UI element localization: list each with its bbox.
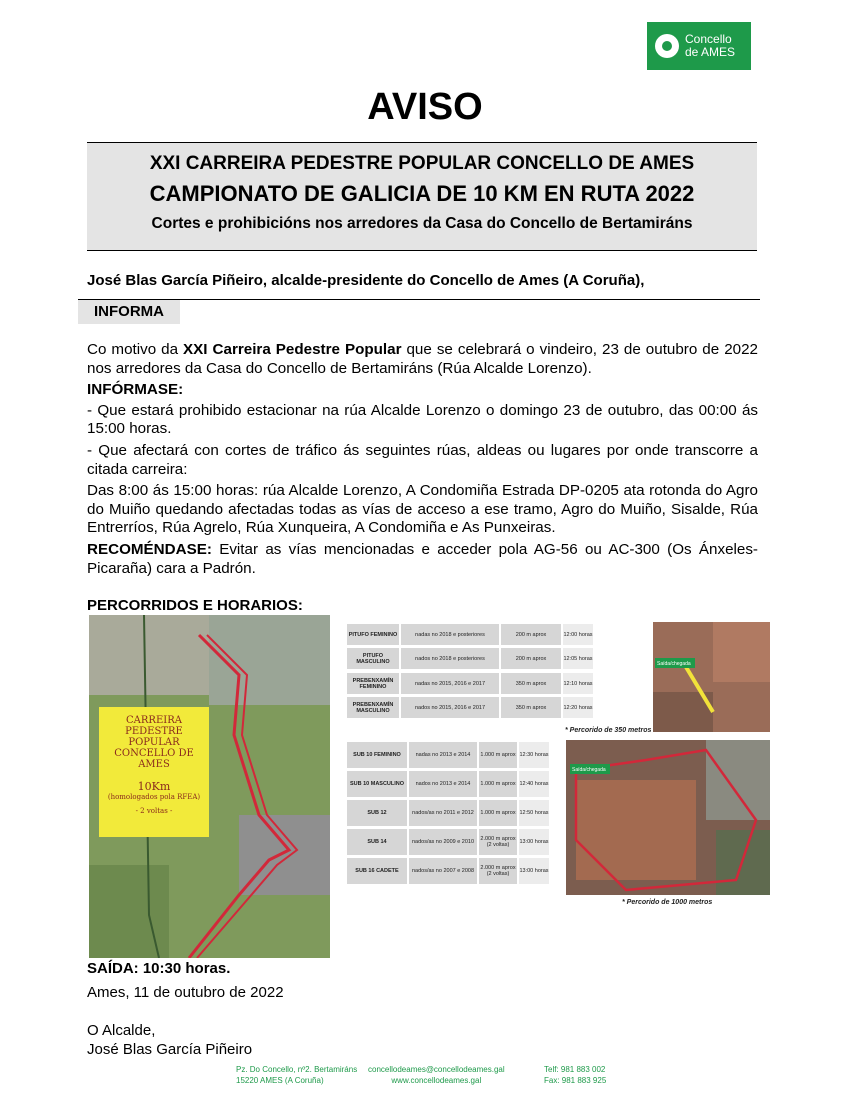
- time-cell: 13:00 horas: [519, 829, 549, 855]
- signature-title: O Alcalde,: [87, 1022, 156, 1039]
- distance-cell: 2.000 m aprox (2 voltas): [479, 829, 517, 855]
- poster-distance: 10Km: [137, 780, 171, 793]
- distance-cell: 2.000 m aprox (2 voltas): [479, 858, 517, 884]
- poster-line1: CARREIRA: [126, 715, 182, 726]
- poster-line2: PEDESTRE: [125, 726, 183, 737]
- table-row: [347, 858, 561, 884]
- page-title: AVISO: [367, 86, 483, 128]
- poster-homologation: (homologados pola RFEA): [107, 793, 201, 801]
- paragraph-parking: - Que estará prohibido estacionar na rúa Alcalde Lorenzo o domingo 23 de outubro, das 00:00 ás 15:00 horas.: [87, 401, 758, 438]
- banner-line2: CAMPIONATO DE GALICIA DE 10 KM EN RUTA 2022: [149, 181, 695, 206]
- table-row: [347, 624, 647, 645]
- concello-logo: [647, 22, 751, 70]
- intro-text-end: que se celebrará o vindeiro, 23 de outubro de 2022 nos arredores da Casa do Concello de Bertamiráns (Rúa Alcalde Lorenzo).: [87, 341, 758, 377]
- routes-heading: PERCORRIDOS E HORARIOS:: [87, 597, 303, 614]
- paragraph-cuts: - Que afectará con cortes de tráfico ás seguintes rúas, aldeas ou lugares por onde transcorre a citada carreira:: [87, 441, 758, 478]
- schedule-table-short: [347, 624, 647, 721]
- table-row: [347, 673, 647, 694]
- table-row: [347, 829, 561, 855]
- distance-cell: 1.000 m aprox: [479, 742, 517, 768]
- footer-address: [236, 1064, 357, 1086]
- birth-year-cell: nados no 2013 e 2014: [409, 771, 477, 797]
- footer-address-line1: Pz. Do Concello, nº2. Bertamiráns: [236, 1065, 358, 1074]
- table-row: [347, 742, 561, 768]
- poster-line3: POPULAR: [128, 737, 180, 748]
- recommendation-text: Evitar as vías mencionadas e acceder pola AG-56 ou AC-300 (Os Ánxeles-Picaraña) cara a Padrón.: [87, 540, 758, 577]
- paragraph-streets: Das 8:00 ás 15:00 horas: rúa Alcalde Lorenzo, A Condomiña Estrada DP-0205 ata rotonda do Agro do Muiño quedando afectadas todas as vías de acceso a ese tramo, Agro do Muiño, Sisalde, Rúa Entrerríos, Rúa Agrelo, Rúa Xunqueira, A Condomiña e As Punxeiras.: [87, 482, 758, 537]
- event-name: XXI Carreira Pedestre Popular: [183, 341, 402, 358]
- category-cell: SUB 10 FEMININO: [347, 742, 407, 768]
- race-poster: [99, 707, 209, 837]
- distance-cell: 1.000 m aprox: [479, 771, 517, 797]
- start-time: SAÍDA: 10:30 horas.: [87, 960, 231, 977]
- birth-year-cell: nados/as no 2011 e 2012: [409, 800, 477, 826]
- mayor-statement: José Blas García Piñeiro, alcalde-presidente do Concello de Ames (A Coruña),: [87, 272, 645, 289]
- table-row: [347, 697, 647, 718]
- footer-address-line2: 15220 AMES (A Coruña): [236, 1076, 324, 1085]
- photo1-svg: [653, 622, 770, 732]
- poster-line4: CONCELLO DE AMES: [114, 748, 194, 770]
- informase-label: INFÓRMASE:: [87, 381, 184, 399]
- poster-title: [99, 715, 209, 770]
- category-cell: PREBENXAMÍN FEMININO: [347, 673, 399, 694]
- recomendase-label: RECOMÉNDASE:: [87, 540, 212, 558]
- footer-email: concellodeames@concellodeames.gal: [368, 1065, 505, 1074]
- birth-year-cell: nados no 2018 e posteriores: [401, 648, 499, 669]
- birth-year-cell: nadas no 2013 e 2014: [409, 742, 477, 768]
- banner-line3: Cortes e prohibicións nos arredores da Casa do Concello de Bertamiráns: [151, 215, 693, 232]
- time-cell: 12:40 horas: [519, 771, 549, 797]
- divider: [180, 299, 760, 300]
- category-cell: SUB 14: [347, 829, 407, 855]
- distance-cell: 1.000 m aprox: [479, 800, 517, 826]
- table-row: [347, 648, 647, 669]
- footer-tel: Telf: 981 883 002: [544, 1065, 606, 1074]
- distance-cell: 350 m aprox: [501, 697, 561, 718]
- category-cell: SUB 16 CADETE: [347, 858, 407, 884]
- aerial-photo-350m: [653, 622, 770, 732]
- birth-year-cell: nadas no 2015, 2016 e 2017: [401, 673, 499, 694]
- logo-text: [685, 33, 735, 59]
- footer-web: www.concellodeames.gal: [391, 1076, 482, 1085]
- time-cell: 13:00 horas: [519, 858, 549, 884]
- distance-cell: 350 m aprox: [501, 673, 561, 694]
- birth-year-cell: nados no 2015, 2016 e 2017: [401, 697, 499, 718]
- caption-350m: * Percorido de 350 metros: [565, 727, 652, 734]
- signature-name: José Blas García Piñeiro: [87, 1041, 253, 1058]
- date-line: Ames, 11 de outubro de 2022: [87, 984, 284, 1001]
- category-cell: PITUFO FEMININO: [347, 624, 399, 645]
- time-cell: 12:30 horas: [519, 742, 549, 768]
- photo-label: Saída/chegada: [572, 767, 606, 773]
- category-cell: SUB 12: [347, 800, 407, 826]
- birth-year-cell: nados/as no 2007 e 2008: [409, 858, 477, 884]
- logo-line2: de AMES: [685, 45, 736, 59]
- paragraph-intro: [87, 341, 758, 378]
- route-map-image: [89, 615, 330, 958]
- intro-text: Co motivo da: [87, 341, 184, 358]
- event-banner: [87, 142, 757, 251]
- category-cell: PREBENXAMÍN MASCULINO: [347, 697, 399, 718]
- photo-label: Saída/chegada: [657, 661, 691, 667]
- poster-laps: - 2 voltas -: [135, 807, 173, 815]
- concello-logo-icon: [655, 34, 679, 58]
- birth-year-cell: nados/as no 2009 e 2010: [409, 829, 477, 855]
- banner-line1: XXI CARREIRA PEDESTRE POPULAR CONCELLO DE AMES: [149, 153, 695, 174]
- distance-cell: 200 m aprox: [501, 648, 561, 669]
- category-cell: SUB 10 MASCULINO: [347, 771, 407, 797]
- birth-year-cell: nadas no 2018 e posteriores: [401, 624, 499, 645]
- distance-cell: 200 m aprox: [501, 624, 561, 645]
- informase-heading: [87, 381, 758, 400]
- table-row: [347, 771, 561, 797]
- schedule-table-long: [347, 742, 561, 887]
- footer-fax: Fax: 981 883 925: [544, 1076, 607, 1085]
- informa-heading: INFORMA: [78, 299, 180, 324]
- paragraph-recommendation: [87, 541, 758, 578]
- footer-contact: [368, 1064, 505, 1086]
- time-cell: 12:00 horas: [563, 624, 593, 645]
- caption-1000m: * Percorido de 1000 metros: [622, 899, 713, 906]
- footer-phone: [544, 1064, 606, 1086]
- photo2-svg: [566, 740, 770, 895]
- category-cell: PITUFO MASCULINO: [347, 648, 399, 669]
- time-cell: 12:20 horas: [563, 697, 593, 718]
- logo-line1: Concello: [685, 32, 732, 46]
- time-cell: 12:05 horas: [563, 648, 593, 669]
- notice-body: [87, 341, 758, 581]
- time-cell: 12:10 horas: [563, 673, 593, 694]
- aerial-photo-1000m: [566, 740, 770, 895]
- time-cell: 12:50 horas: [519, 800, 549, 826]
- table-row: [347, 800, 561, 826]
